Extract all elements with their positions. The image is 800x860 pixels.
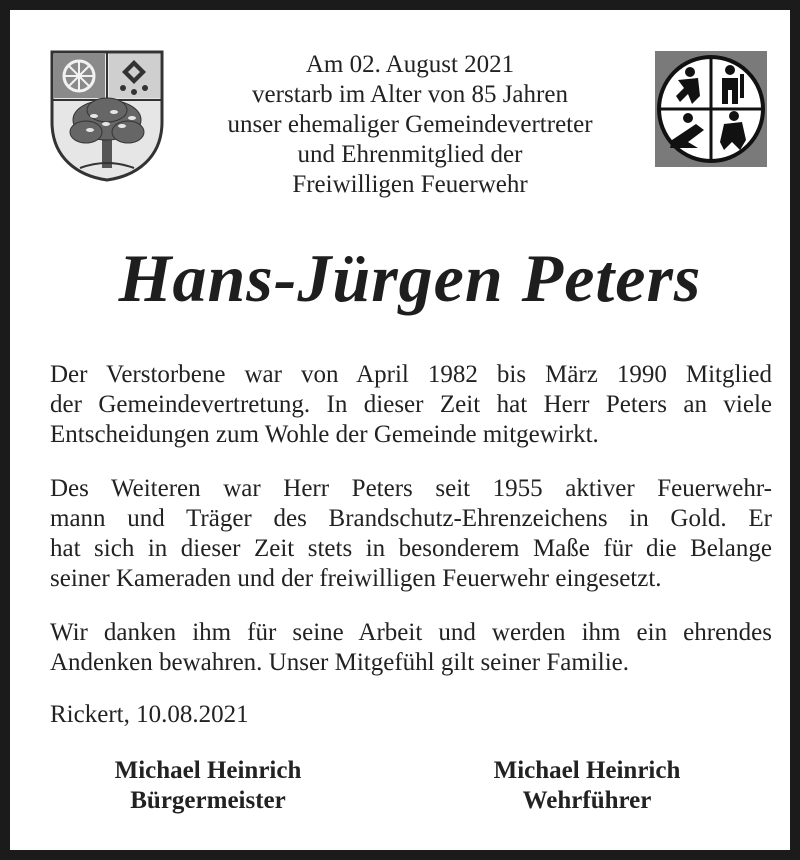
paragraph-line: Der Verstorbene war von April 1982 bis März 1990 Mitglied <box>50 361 772 388</box>
signatory-name: Michael Heinrich <box>114 757 302 784</box>
signatory-title: Bürgermeister <box>130 787 286 814</box>
signatory-title: Wehrführer <box>522 787 652 814</box>
paragraph-line: Entscheidungen zum Wohle der Gemeinde mitgewirkt. <box>50 421 599 448</box>
paragraph-fire-brigade <box>50 474 772 594</box>
place-date: Rickert, 10.08.2021 <box>50 701 249 728</box>
header-text <box>180 50 640 200</box>
paragraph-line: Des Weiteren war Herr Peters seit 1955 aktiver Feuerwehr- <box>50 475 772 502</box>
paragraph-line: Wir danken ihm für seine Arbeit und werden ihm ein ehrendes <box>50 619 772 646</box>
header-line: unser ehemaliger Gemeindevertreter <box>227 111 593 138</box>
header-line: Freiwilligen Feuerwehr <box>292 171 528 198</box>
paragraph-line: der Gemeindevertretung. In dieser Zeit hat Herr Peters an viele <box>50 391 772 418</box>
deceased-name: Hans-Jürgen Peters <box>118 240 702 316</box>
signature-fire-chief <box>427 756 747 816</box>
signature-mayor <box>48 756 368 816</box>
municipal-coat-of-arms-icon <box>50 50 164 182</box>
paragraph-line: seiner Kameraden und der freiwilligen Feuerwehr eingesetzt. <box>50 565 662 592</box>
paragraph-line: hat sich in dieser Zeit stets in besonderem Maße für die Belange <box>50 535 772 562</box>
fire-brigade-emblem-icon <box>654 50 768 168</box>
header-line: Am 02. August 2021 <box>305 51 515 78</box>
signatory-name: Michael Heinrich <box>493 757 681 784</box>
paragraph-line: mann und Träger des Brandschutz-Ehrenzeichens in Gold. Er <box>50 505 772 532</box>
header-line: und Ehrenmitglied der <box>297 141 523 168</box>
header-line: verstarb im Alter von 85 Jahren <box>252 81 568 108</box>
paragraph-thanks <box>50 618 772 678</box>
paragraph-line: Andenken bewahren. Unser Mitgefühl gilt seiner Familie. <box>50 649 630 676</box>
paragraph-membership <box>50 360 772 450</box>
